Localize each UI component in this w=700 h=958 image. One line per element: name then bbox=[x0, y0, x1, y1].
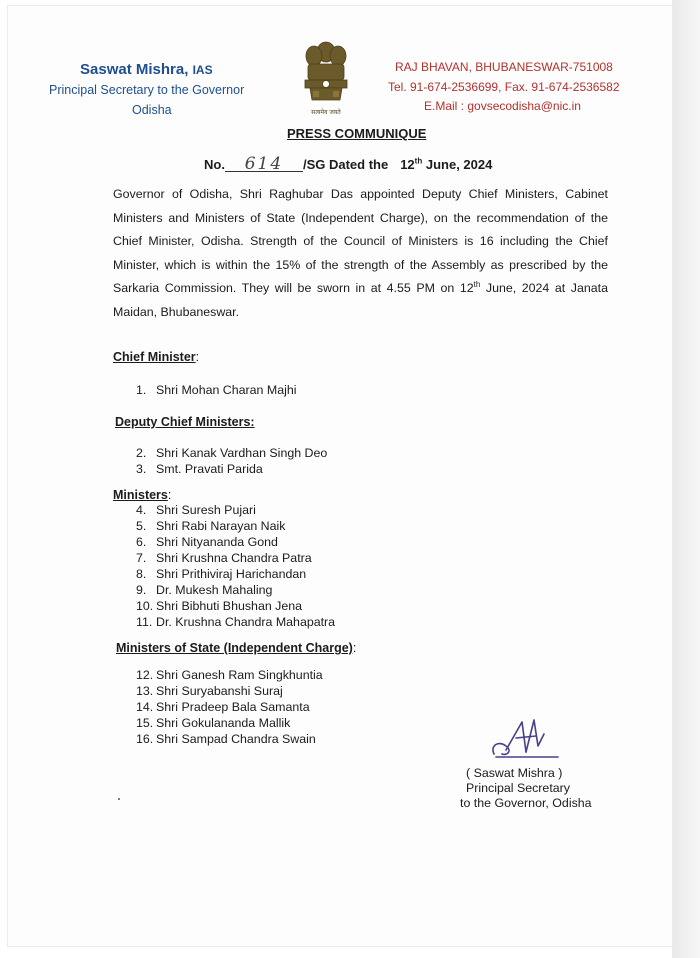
body-paragraph: Governor of Odisha, Shri Raghubar Das appointed Deputy Chief Ministers, Cabinet Ministers and Ministers of State (Independent Charge), on the recommendation of the Chief Minister, Odisha. Strength of the Council of Ministers is 16 including the Chief Minister, which is within the 15% of the strength of the Assembly as prescribed by the Sarkaria Commission. They will be sworn in at 4.55 PM on 12th June, 2024 at Janata Maidan, Bhubaneswar. bbox=[113, 187, 608, 319]
list-item: 10. Shri Bibhuti Bhushan Jena bbox=[136, 599, 303, 613]
section-heading-ministers-of-state: Ministers of State (Independent Charge): bbox=[116, 641, 357, 655]
list-item: 9. Dr. Mukesh Mahaling bbox=[136, 583, 273, 597]
list-item: 8. Shri Prithiviraj Harichandan bbox=[136, 567, 307, 581]
svg-text:सत्यमेव जयते: सत्यमेव जयते bbox=[311, 109, 341, 116]
sender-state: Odisha bbox=[132, 103, 172, 117]
signatory-office: to the Governor, Odisha bbox=[460, 796, 592, 810]
section-heading-deputy-cms: Deputy Chief Ministers: bbox=[115, 415, 255, 429]
list-item: 4. Shri Suresh Pujari bbox=[136, 503, 256, 517]
list-item: 5. Shri Rabi Narayan Naik bbox=[136, 519, 286, 533]
sender-title: Principal Secretary to the Governor bbox=[49, 83, 245, 97]
list-item: 16. Shri Sampad Chandra Swain bbox=[136, 732, 316, 746]
list-item: 13. Shri Suryabanshi Suraj bbox=[136, 684, 283, 698]
scan-speck bbox=[118, 798, 120, 800]
reference-line: No. 614 /SG Dated the 12th June, 2024 bbox=[204, 154, 493, 174]
list-item: 11. Dr. Krushna Chandra Mahapatra bbox=[136, 615, 336, 629]
list-item: 1. Shri Mohan Charan Majhi bbox=[136, 383, 297, 397]
section-heading-ministers: Ministers: bbox=[113, 488, 172, 502]
sender-name: Saswat Mishra, IAS bbox=[80, 61, 213, 78]
phone-fax-line: Tel. 91-674-2536699, Fax. 91-674-2536582 bbox=[388, 80, 620, 94]
page-title: PRESS COMMUNIQUE bbox=[287, 126, 427, 141]
email-line: E.Mail : govsecodisha@nic.in bbox=[424, 99, 581, 113]
section-heading-chief-minister: Chief Minister: bbox=[113, 350, 200, 364]
handwritten-number: 614 bbox=[225, 157, 303, 172]
list-item: 3. Smt. Pravati Parida bbox=[136, 462, 263, 476]
list-item: 6. Shri Nityananda Gond bbox=[136, 535, 278, 549]
signatory-designation: Principal Secretary bbox=[466, 781, 570, 795]
list-item: 15. Shri Gokulananda Mallik bbox=[136, 716, 291, 730]
signatory-name: ( Saswat Mishra ) bbox=[466, 766, 563, 780]
address-line: RAJ BHAVAN, BHUBANESWAR-751008 bbox=[395, 60, 613, 74]
list-item: 7. Shri Krushna Chandra Patra bbox=[136, 551, 312, 565]
list-item: 14. Shri Pradeep Bala Samanta bbox=[136, 700, 310, 714]
list-item: 12. Shri Ganesh Ram Singkhuntia bbox=[136, 668, 323, 682]
list-item: 2. Shri Kanak Vardhan Singh Deo bbox=[136, 446, 328, 460]
state-emblem-icon bbox=[296, 32, 356, 122]
page-edge-shadow bbox=[672, 0, 700, 958]
signature-mark bbox=[488, 716, 564, 762]
